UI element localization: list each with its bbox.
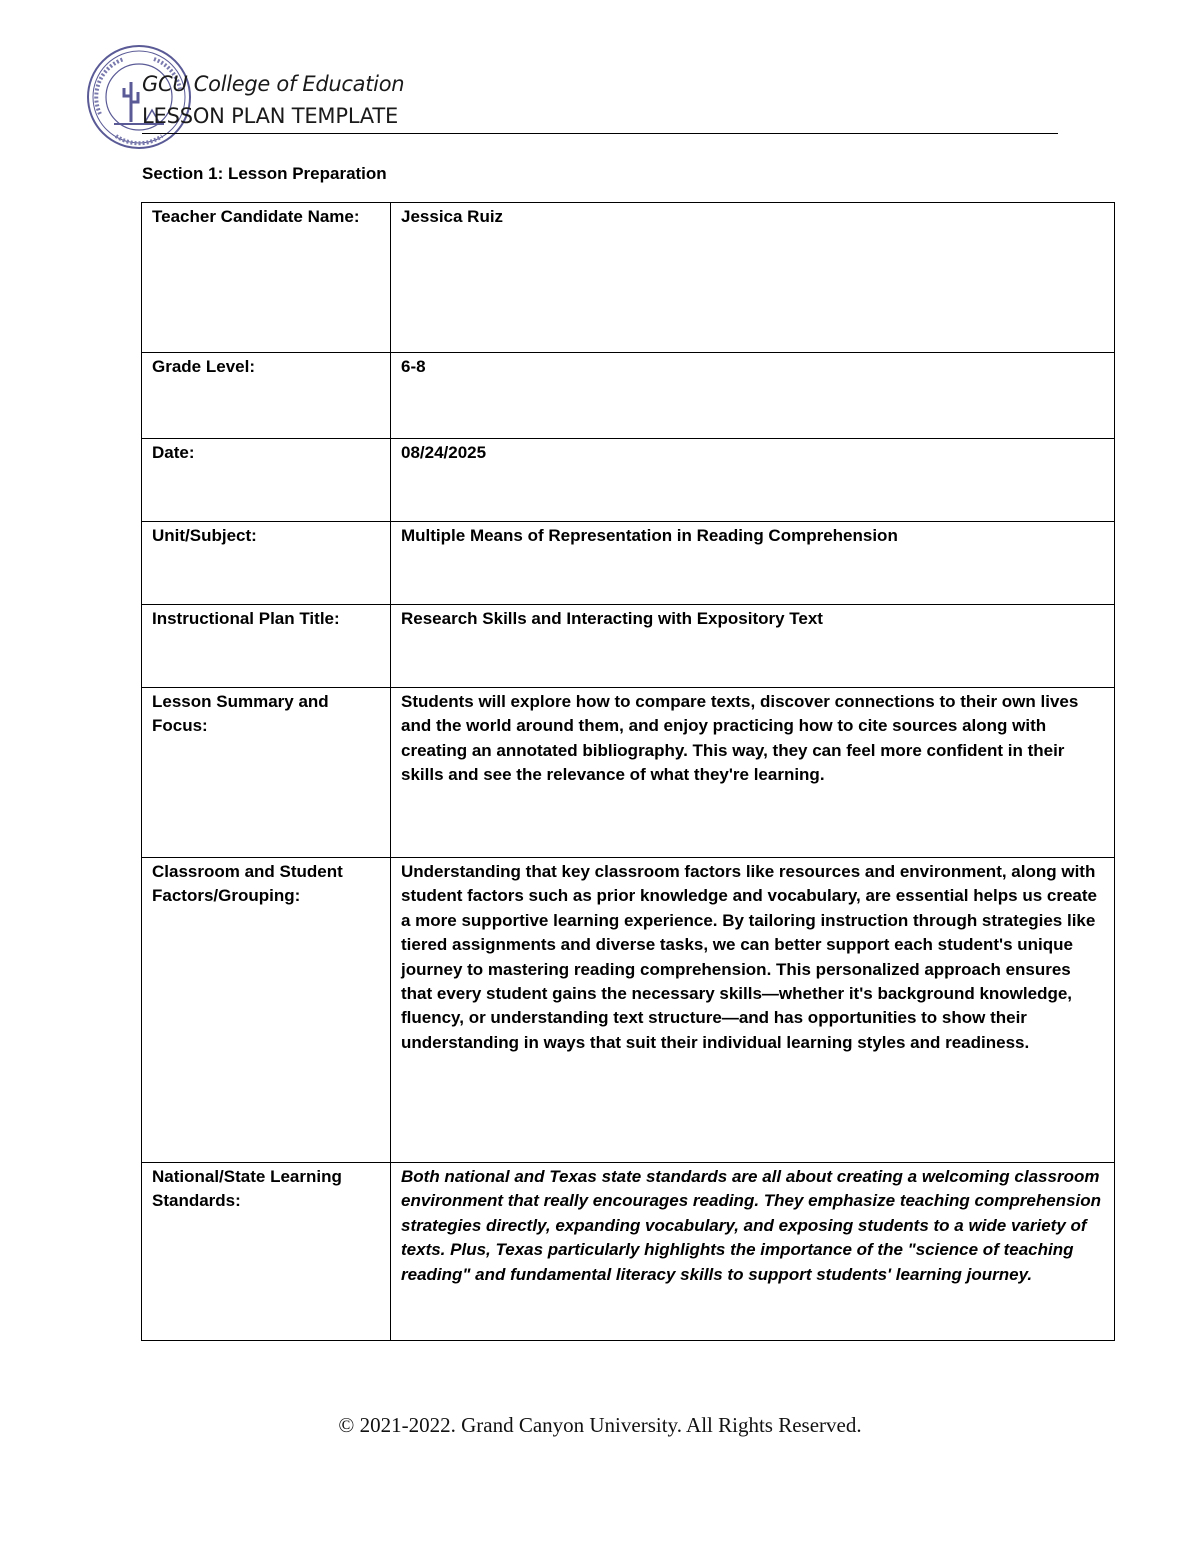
table-row [142, 688, 1115, 858]
gcu-seal-logo [86, 44, 192, 150]
table-row [142, 439, 1115, 522]
row-label: Lesson Summary and Focus: [142, 688, 391, 858]
row-label: Date: [142, 439, 391, 522]
row-label: National/State Learning Standards: [142, 1163, 391, 1341]
row-label: Classroom and Student Factors/Grouping: [142, 858, 391, 1163]
row-value: Multiple Means of Representation in Reading Comprehension [391, 522, 1115, 605]
template-title: LESSON PLAN TEMPLATE [142, 104, 399, 128]
header-divider [142, 133, 1058, 134]
row-value: Students will explore how to compare texts, discover connections to their own lives and the world around them, and enjoy practicing how to cite sources along with creating an annotated bibliography. This way, they can feel more confident in their skills and see the relevance of what they're learning. [391, 688, 1115, 858]
table-row [142, 522, 1115, 605]
row-label: Grade Level: [142, 353, 391, 439]
row-value: 08/24/2025 [391, 439, 1115, 522]
copyright-footer: © 2021-2022. Grand Canyon University. All Rights Reserved. [338, 1413, 862, 1437]
row-label: Instructional Plan Title: [142, 605, 391, 688]
college-heading: GCU College of Education [142, 72, 405, 96]
lesson-prep-table [141, 202, 1115, 1341]
row-label: Teacher Candidate Name: [142, 203, 391, 353]
table-row [142, 353, 1115, 439]
row-value: Both national and Texas state standards are all about creating a welcoming classroom environment that really encourages reading. They emphasize teaching comprehension strategies directly, expanding vocabulary, and exposing students to a wide variety of texts. Plus, Texas particularly highlights the importance of the "science of teaching reading" and fundamental literacy skills to support students' learning journey. [391, 1163, 1115, 1341]
row-value: Jessica Ruiz [391, 203, 1115, 353]
table-row [142, 605, 1115, 688]
table-row [142, 203, 1115, 353]
table-row [142, 1163, 1115, 1341]
row-label: Unit/Subject: [142, 522, 391, 605]
row-value: Understanding that key classroom factors like resources and environment, along with student factors such as prior knowledge and vocabulary, are essential helps us create a more supportive learning experience. By tailoring instruction through strategies like tiered assignments and diverse tasks, we can better support each student's unique journey to mastering reading comprehension. This personalized approach ensures that every student gains the necessary skills—whether it's background knowledge, fluency, or understanding text structure—and has opportunities to show their understanding in ways that suit their individual learning styles and readiness. [391, 858, 1115, 1163]
row-value: Research Skills and Interacting with Expository Text [391, 605, 1115, 688]
section-title: Section 1: Lesson Preparation [142, 164, 387, 183]
table-row [142, 858, 1115, 1163]
row-value: 6-8 [391, 353, 1115, 439]
